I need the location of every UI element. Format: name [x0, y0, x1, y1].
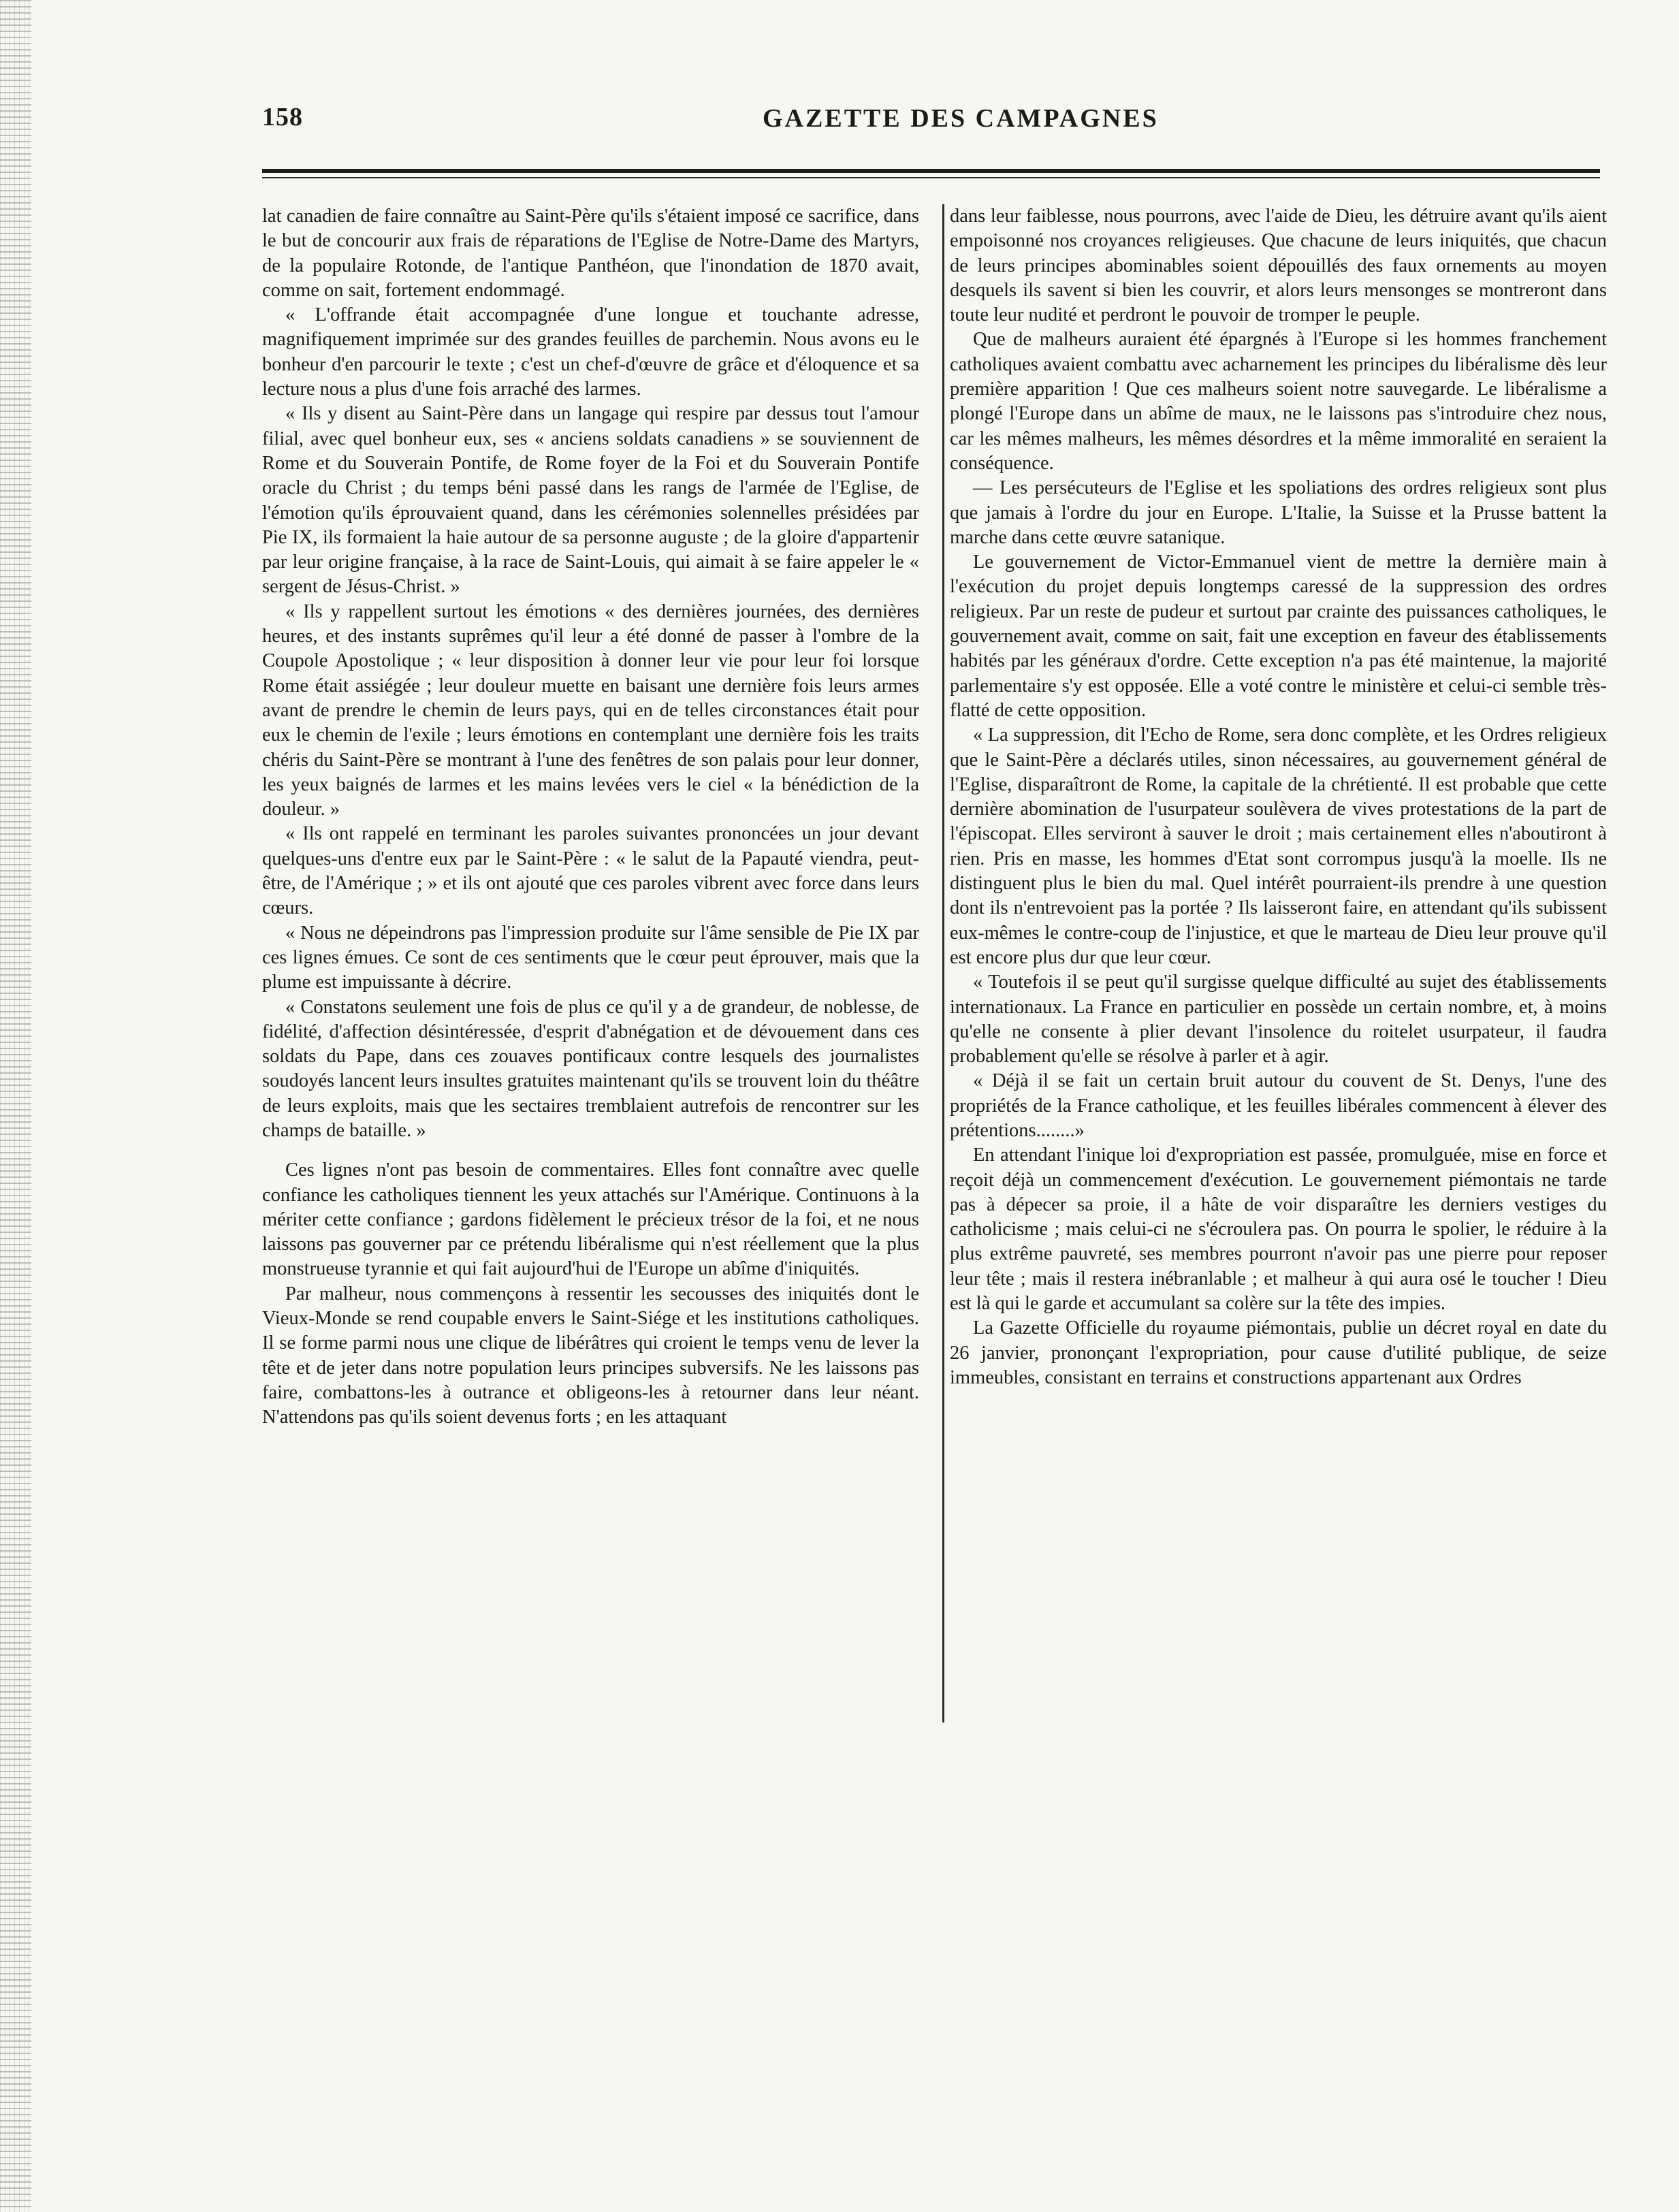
left-paragraph: « Ils y rappellent surtout les émotions « des dernières journées, des dernières heures, et des instants suprêmes qu'il leur a été donné de passer à l'ombre de la Coupole Apostolique ; « leur disposition à donner leur vie pour leur foi lorsque Rome était assiégée ; leur douleur muette en baisant une dernière fois leurs armes avant de prendre le chemin de leurs pays, qui en de telles circonstances était pour eux le chemin de l'exile ; leurs émotions en contemplant une dernière fois les traits chéris du Saint-Père se montrant à l'une des fenêtres de son palais pour leur donner, les yeux baignés de larmes et les mains levées vers le ciel « la bénédiction de la douleur. »	[262, 600, 919, 820]
right-paragraph: — Les persécuteurs de l'Eglise et les spoliations des ordres religieux sont plus que jamais à l'ordre du jour en Europe. L'Italie, la Suisse et la Prusse battent la marche dans cette œuvre satanique.	[950, 477, 1607, 548]
right-paragraph: En attendant l'inique loi d'expropriation est passée, promulguée, mise en force et reçoit déjà un commencement d'exécution. Le gouvernement piémontais ne tarde pas à dépecer sa proie, il a hâte de voir disparaître les derniers vestiges du catholicisme ; mais celui-ci ne s'écroulera pas. On pourra le spolier, le réduire à la plus extrême pauvreté, ses membres pourront n'avoir pas une pierre pour reposer leur tête ; mais il restera inébranlable ; et malheur à qui aura osé le toucher ! Dieu est là qui le garde et accumulant sa colère sur la tête des impies.	[950, 1144, 1607, 1315]
left-paragraph: « Constatons seulement une fois de plus ce qu'il y a de grandeur, de noblesse, de fidélité, d'affection désintéressée, d'esprit d'abnégation et de dévouement dans ces soldats du Pape, dans ces zouaves pontificaux contre lesquels des journalistes soudoyés lancent leurs insultes gratuites maintenant qu'ils se trouvent loin du théâtre de leurs exploits, mais que les sectaires tremblaient autrefois de rencontrer sur les champs de bataille. »	[262, 996, 919, 1141]
right-paragraph: « La suppression, dit l'Echo de Rome, sera donc complète, et les Ordres religieux que le Saint-Père a déclarés utiles, sinon nécessaires, au gouvernement général de l'Eglise, disparaîtront de Rome, la capitale de la chrétienté. Il est probable que cette dernière abomination de l'usurpateur soulèvera de vives protestations de la part de l'épiscopat. Elles serviront à sauver le droit ; mais certainement elles n'aboutiront à rien. Pris en masse, les hommes d'Etat sont corrompus jusqu'à la moelle. Ils ne distinguent plus le bien du mal. Quel intérêt pourraient-ils prendre à une question dont ils n'entrevoient pas la portée ? Ils laisseront faire, en attendant qu'ils subissent eux-mêmes le contre-coup de l'injustice, et que le marteau de Dieu leur prouve qu'il est encore plus dur que leur cœur.	[950, 724, 1607, 968]
right-paragraph: Que de malheurs auraient été épargnés à l'Europe si les hommes franchement catholiques avaient combattu avec acharnement les principes du libéralisme dès leur première apparition ! Que ces malheurs soient notre sauvegarde. Le libéralisme a plongé l'Europe dans un abîme de maux, ne le laissons pas s'introduire chez nous, car les mêmes malheurs, les mêmes désordres et la même immoralité en seraient la conséquence.	[950, 329, 1607, 474]
right-paragraph: Le gouvernement de Victor-Emmanuel vient de mettre la dernière main à l'exécution du projet depuis longtemps caressé de la suppression des ordres religieux. Par un reste de pudeur et surtout par crainte des puissances catholiques, le gouvernement avait, comme on sait, fait une exception en faveur des établissements habités par les généraux d'ordre. Cette exception n'a pas été maintenue, la majorité parlementaire s'y est opposée. Elle a voté contre le ministère et celui-ci semble très-flatté de cette opposition.	[950, 551, 1607, 721]
right-paragraph: dans leur faiblesse, nous pourrons, avec l'aide de Dieu, les détruire avant qu'ils aient empoisonné nos croyances religieuses. Que chacune de leurs iniquités, que chacun de leurs principes abominables soient dépouillés des faux ornements au moyen desquels ils savent si bien les couvrir, et alors leurs mensonges se montreront dans toute leur nudité et perdront le pouvoir de tromper le peuple.	[950, 206, 1607, 326]
left-paragraph: Ces lignes n'ont pas besoin de commentaires. Elles font connaître avec quelle confiance les catholiques tiennent les yeux attachés sur l'Amérique. Continuons à la mériter cette confiance ; gardons fidèlement le précieux trésor de la foi, et ne nous laissons pas gouverner par ce prétendu libéralisme qui n'est réellement que la plus monstrueuse tyrannie et qui fait aujourd'hui de l'Europe un abîme d'iniquités.	[262, 1159, 919, 1280]
left-column	[262, 204, 919, 1722]
right-paragraph: « Déjà il se fait un certain bruit autour du couvent de St. Denys, l'une des propriétés de la France catholique, et les feuilles libérales commencent à élever des prétentions........»	[950, 1070, 1607, 1141]
header-rule-thick	[262, 169, 1600, 173]
page-number: 158	[262, 103, 303, 131]
column-divider	[942, 204, 944, 1722]
right-paragraph: « Toutefois il se peut qu'il surgisse quelque difficulté au sujet des établissements internationaux. La France en particulier en possède un certain nombre, et, à moins qu'elle ne consente à plier devant l'insolence du roitelet usurpateur, il faudra probablement qu'elle se résolve à parler et à agir.	[950, 972, 1607, 1068]
left-paragraph: « Nous ne dépeindrons pas l'impression produite sur l'âme sensible de Pie IX par ces lignes émues. Ce sont de ces sentiments que le cœur peut éprouver, mais que la plume est impuissante à décrire.	[262, 922, 919, 993]
left-paragraph: « Ils ont rappelé en terminant les paroles suivantes prononcées un jour devant quelques-uns d'entre eux par le Saint-Père : « le salut de la Papauté viendra, peut-être, de l'Amérique ; » et ils ont ajouté que ces paroles vibrent avec force dans leurs cœurs.	[262, 823, 919, 919]
scanned-page-edge	[0, 0, 31, 2212]
header-rule-thin	[262, 177, 1600, 178]
left-paragraph: « L'offrande était accompagnée d'une longue et touchante adresse, magnifiquement imprimée sur des grandes feuilles de parchemin. Nous avons eu le bonheur d'en parcourir le texte ; c'est un chef-d'œuvre de grâce et d'éloquence et sa lecture nous a plus d'une fois arraché des larmes.	[262, 304, 919, 400]
right-paragraph: La Gazette Officielle du royaume piémontais, publie un décret royal en date du 26 janvier, prononçant l'expropriation, pour cause d'utilité publique, de seize immeubles, consistant en terrains et constructions appartenant aux Ordres	[950, 1317, 1607, 1388]
newspaper-title: GAZETTE DES CAMPAGNES	[763, 104, 1159, 133]
left-paragraph: Par malheur, nous commençons à ressentir les secousses des iniquités dont le Vieux-Monde se rend coupable envers le Saint-Siége et les institutions catholiques. Il se forme parmi nous une clique de libérâtres qui croient le temps venu de lever la tête et de jeter dans notre population leurs principes subversifs. Ne les laissons pas faire, combattons-les à outrance et obligeons-les à retourner dans leur néant. N'attendons pas qu'ils soient devenus forts ; en les attaquant	[262, 1283, 919, 1428]
right-column	[950, 204, 1607, 1722]
left-paragraph: « Ils y disent au Saint-Père dans un langage qui respire par dessus tout l'amour filial, avec quel bonheur eux, ses « anciens soldats canadiens » se souviennent de Rome et du Souverain Pontife, de Rome foyer de la Foi et du Souverain Pontife oracle du Christ ; du temps béni passé dans les rangs de l'armée de l'Eglise, de l'émotion qu'ils éprouvaient quand, dans les cérémonies solennelles présidées par Pie IX, ils formaient la haie autour de sa personne auguste ; de la gloire d'appartenir par leur origine française, à la race de Saint-Louis, qui aimait à se faire appeler le « sergent de Jésus-Christ. »	[262, 403, 919, 598]
left-paragraph: lat canadien de faire connaître au Saint-Père qu'ils s'étaient imposé ce sacrifice, dans le but de concourir aux frais de réparations de l'Eglise de Notre-Dame des Martyrs, de la populaire Rotonde, de l'antique Panthéon, que l'inondation de 1870 avait, comme on sait, fortement endommagé.	[262, 206, 919, 301]
